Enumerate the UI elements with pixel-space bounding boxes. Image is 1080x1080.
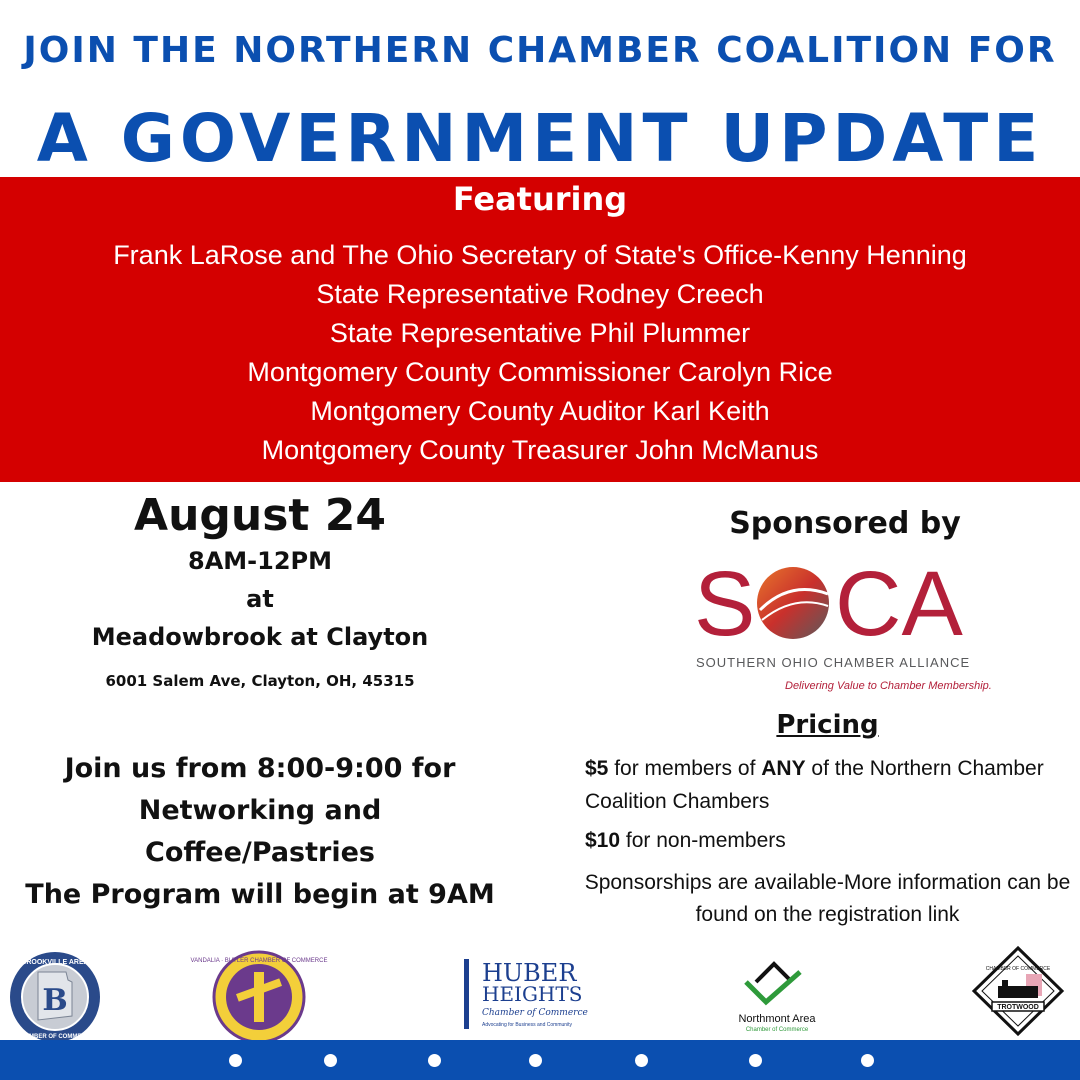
- price-nonmembers-amount: $10: [585, 829, 621, 852]
- speaker-item: Frank LaRose and The Ohio Secretary of State's Office-Kenny Henning: [113, 240, 967, 270]
- price-members: $5 for members of ANY of the Northern Chamber Coalition Chambers: [585, 757, 1044, 813]
- svg-text:Northmont Area: Northmont Area: [738, 1013, 816, 1025]
- sponsorship-note: Sponsorships are available-More information can be found on the registration link: [584, 871, 1071, 926]
- featuring-heading: Featuring: [452, 180, 628, 218]
- svg-text:Chamber of Commerce: Chamber of Commerce: [482, 1008, 588, 1018]
- join-info: [0, 748, 520, 916]
- trotwood-chamber-logo: [970, 946, 1066, 1036]
- speaker-item: Montgomery County Treasurer John McManus: [261, 435, 819, 465]
- decorative-dot: [529, 1054, 542, 1067]
- svg-text:HUBER: HUBER: [482, 959, 577, 987]
- price-nonmembers: $10 for non-members: [585, 829, 786, 852]
- svg-text:S: S: [694, 553, 756, 655]
- svg-text:Chamber of Commerce: Chamber of Commerce: [745, 1027, 809, 1033]
- decorative-dot: [861, 1054, 874, 1067]
- svg-text:Advocating for Business and Co: Advocating for Business and Community: [482, 1022, 573, 1028]
- price-members-amount: $5: [585, 757, 609, 780]
- decorative-dot: [229, 1054, 242, 1067]
- svg-text:SOUTHERN OHIO CHAMBER ALLIANCE: SOUTHERN OHIO CHAMBER ALLIANCE: [696, 655, 971, 670]
- event-at-label: at: [246, 585, 274, 613]
- svg-text:CHAMBER OF COMMERCE: CHAMBER OF COMMERCE: [16, 1034, 94, 1040]
- soca-logo: [690, 550, 1000, 700]
- decorative-dot: [324, 1054, 337, 1067]
- header-tagline: JOIN THE NORTHERN CHAMBER COALITION FOR: [23, 30, 1057, 71]
- svg-text:CA: CA: [835, 553, 963, 655]
- speaker-list: [0, 236, 1080, 470]
- join-line: The Program will begin at 9AM: [25, 879, 495, 910]
- event-venue: Meadowbrook at Clayton: [91, 623, 429, 651]
- svg-text:TROTWOOD: TROTWOOD: [997, 1004, 1039, 1011]
- speaker-item: Montgomery County Commissioner Carolyn Rice: [247, 357, 833, 387]
- svg-text:VANDALIA · BUTLER CHAMBER OF C: VANDALIA · BUTLER CHAMBER OF COMMERCE: [190, 958, 328, 964]
- page-title: A GOVERNMENT UPDATE: [36, 100, 1044, 177]
- northmont-chamber-logo: [718, 958, 836, 1036]
- decorative-dot: [749, 1054, 762, 1067]
- svg-text:B: B: [42, 983, 68, 1018]
- vandalia-butler-chamber-logo: [190, 950, 328, 1044]
- svg-text:HEIGHTS: HEIGHTS: [482, 982, 583, 1006]
- join-line: Join us from 8:00-9:00 for: [64, 753, 456, 784]
- svg-text:CHAMBER OF COMMERCE: CHAMBER OF COMMERCE: [985, 966, 1051, 972]
- huber-heights-chamber-logo: [462, 955, 592, 1035]
- svg-text:BROOKVILLE AREA: BROOKVILLE AREA: [21, 959, 89, 966]
- decorative-dot: [635, 1054, 648, 1067]
- event-time: 8AM-12PM: [188, 547, 332, 575]
- brookville-chamber-logo: [8, 950, 102, 1044]
- svg-text:Delivering Value to Chamber Me: Delivering Value to Chamber Membership.: [785, 680, 992, 692]
- speaker-item: State Representative Rodney Creech: [316, 279, 764, 309]
- event-date: August 24: [134, 490, 386, 541]
- decorative-dot: [428, 1054, 441, 1067]
- sponsored-by-label: Sponsored by: [729, 506, 961, 541]
- speaker-item: Montgomery County Auditor Karl Keith: [310, 396, 770, 426]
- pricing-heading: Pricing: [776, 710, 879, 740]
- join-line: Coffee/Pastries: [145, 837, 375, 868]
- speaker-item: State Representative Phil Plummer: [329, 318, 751, 348]
- event-details: [0, 490, 520, 690]
- event-address: 6001 Salem Ave, Clayton, OH, 45315: [105, 672, 415, 690]
- join-line: Networking and: [138, 795, 382, 826]
